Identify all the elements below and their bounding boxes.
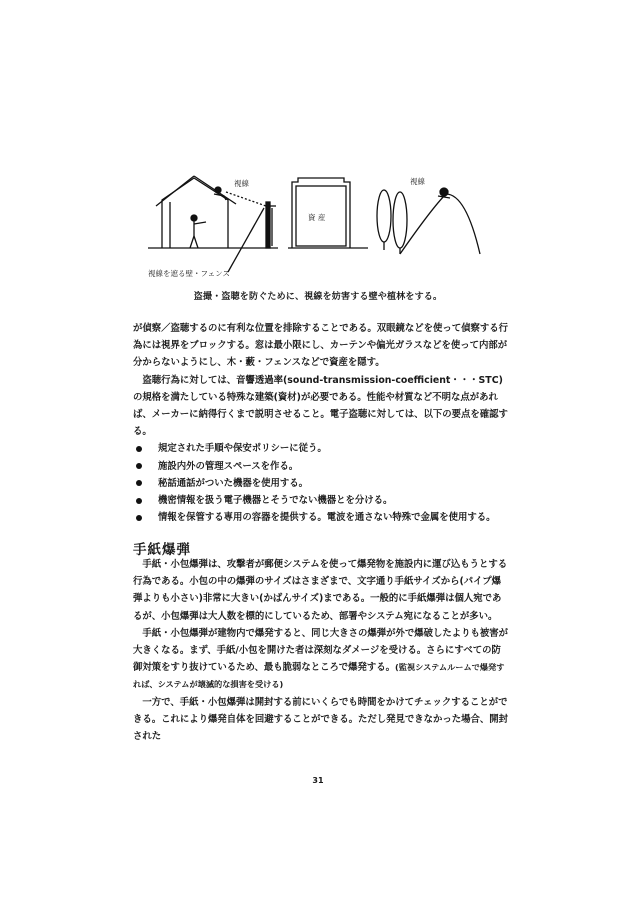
bullet-item: 秘話通話がついた機器を使用する。 <box>133 475 509 492</box>
bullet-item: 機密情報を扱う電子機器とそうでない機器とを分ける。 <box>133 492 509 509</box>
body-text-upper <box>133 320 509 526</box>
figure-caption: 盗撮・盗聴を防ぐために、視線を妨害する壁や植林をする。 <box>193 292 443 302</box>
page-number: 31 <box>312 776 324 785</box>
section-heading: 手紙爆弾 <box>133 542 191 558</box>
bullet-item: 施設内外の管理スペースを作る。 <box>133 458 509 475</box>
bullet-list <box>133 440 509 526</box>
bullet-item: 規定された手順や保安ポリシーに従う。 <box>133 440 509 457</box>
paragraph: 盗聴行為に対しては、音響透過率(sound-transmission-coefficient・・・STC)の規格を満たしている特殊な建築(資材)が必要である。性能や材質など不明な点があれば、メーカーに納得行くまで説明させること。電子盗聴に対しては、以下の要点を確認する。 <box>133 374 508 438</box>
security-illustration <box>148 168 488 282</box>
wall-label: 視線を遮る壁・フェンス <box>148 269 230 278</box>
line-of-sight-diagram <box>148 168 488 282</box>
sight-label-left: 視線 <box>234 179 249 188</box>
asset-label: 資 産 <box>308 213 326 222</box>
paragraph <box>133 625 509 694</box>
paragraph-text: 手紙・小包爆弾が建物内で爆発すると、同じ大きさの爆弾が外で爆破したよりも被害が大きくなる。まず、手紙/小包を開けた者は深刻なダメージを受ける。さらにすべての防御対策をすり抜けているため、最も脆弱なところで爆発する。 <box>133 627 509 674</box>
paragraph: が偵察／盗聴するのに有利な位置を排除することである。双眼鏡などを使って偵察する行為には視界をブロックする。窓は最小限にし、カーテンや偏光ガラスなどを使って内部が分からないようにし、木・藪・フェンスなどで資産を隠す。 <box>133 323 509 369</box>
bullet-item: 情報を保管する専用の容器を提供する。電波を通さない特殊で金属を使用する。 <box>133 509 509 526</box>
paragraph-note: (監視システムルームで爆発すれば、システムが壊滅的な損害を受ける) <box>133 662 505 690</box>
body-text-lower <box>133 556 509 745</box>
paragraph: 一方で、手紙・小包爆弾は開封する前にいくらでも時間をかけてチェックすることができる。これにより爆発自体を回避することができる。ただし発見できなかった場合、開封された <box>133 696 509 743</box>
sight-label-right: 視線 <box>410 177 425 186</box>
paragraph: 手紙・小包爆弾は、攻撃者が郵便システムを使って爆発物を施設内に運び込もうとする行為である。小包の中の爆弾のサイズはさまざまで、文字通り手紙サイズから(パイプ爆弾よりも小さい)非常に大きい(かばんサイズ)まである。一般的に手紙爆弾は個人宛であるが、小包爆弾は大人数を標的にしているため、部署やシステム宛になることが多い。 <box>133 559 508 622</box>
